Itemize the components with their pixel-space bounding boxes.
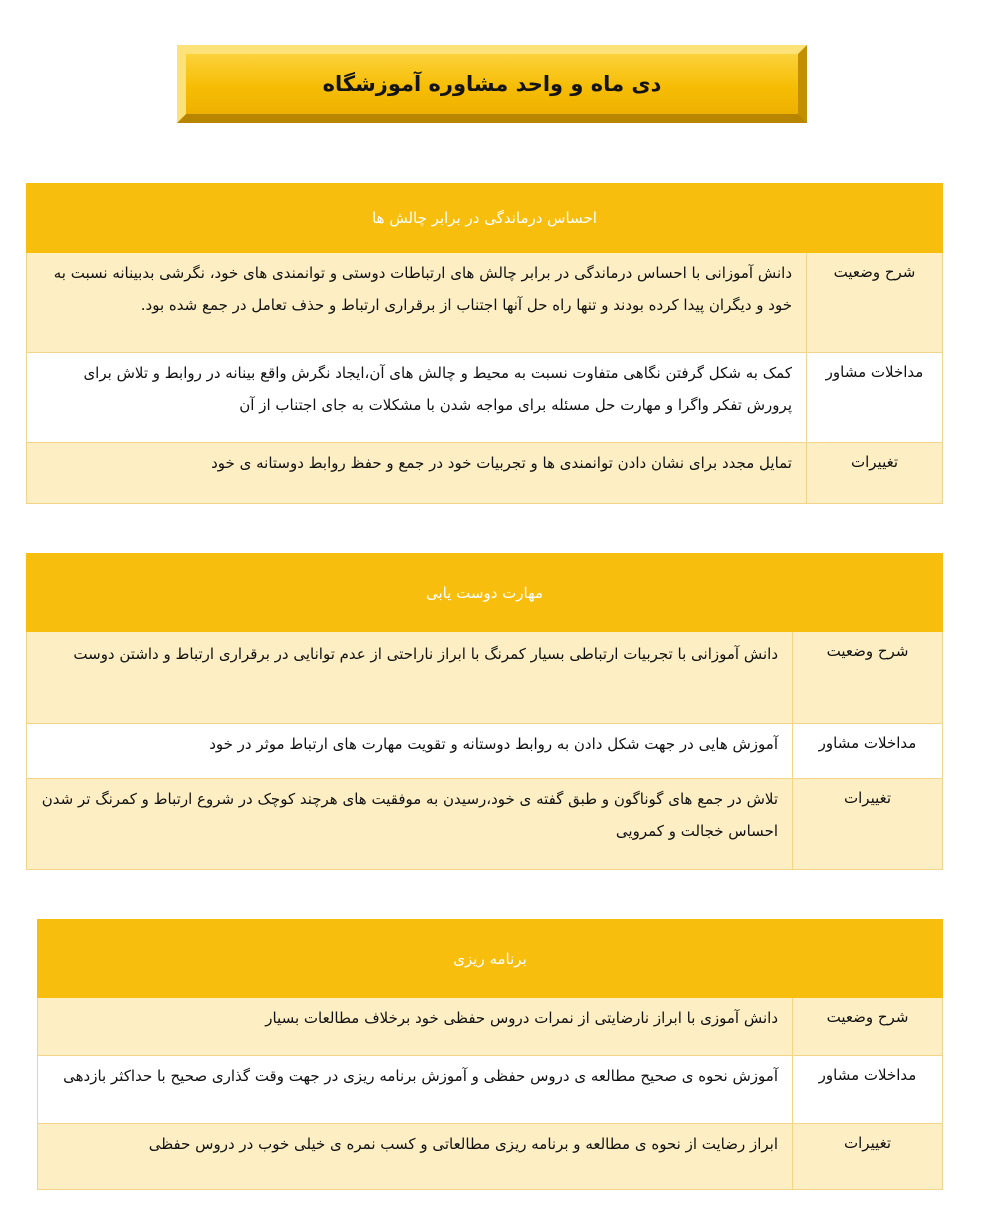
section-header-row <box>38 920 943 998</box>
row-label: مداخلات مشاور <box>807 353 943 443</box>
table-row <box>27 632 943 724</box>
section-table-planning <box>37 919 943 1190</box>
row-label: مداخلات مشاور <box>793 1056 943 1124</box>
row-text: آموزش هایی در جهت شکل دادن به روابط دوستانه و تقویت مهارت های ارتباط موثر در خود <box>27 724 793 779</box>
row-label: شرح وضعیت <box>807 253 943 353</box>
section-header-row <box>27 554 943 632</box>
table-row <box>27 443 943 504</box>
table-row <box>38 1124 943 1190</box>
row-text: دانش آموزی با ابراز نارضایتی از نمرات دروس حفظی خود برخلاف مطالعات بسیار <box>38 998 793 1056</box>
row-text: تمایل مجدد برای نشان دادن توانمندی ها و تجربیات خود در جمع و حفظ روابط دوستانه ی خود <box>27 443 807 504</box>
section-table-friendship <box>26 553 943 870</box>
table-row <box>27 724 943 779</box>
page-title: دی ماه و واحد مشاوره آموزشگاه <box>322 72 662 96</box>
row-label: شرح وضعیت <box>793 998 943 1056</box>
row-text: ابراز رضایت از نحوه ی مطالعه و برنامه ریزی مطالعاتی و کسب نمره ی خیلی خوب در دروس حفظی <box>38 1124 793 1190</box>
row-text: کمک به شکل گرفتن نگاهی متفاوت نسبت به محیط و چالش های آن،ایجاد نگرش واقع بینانه در روابط و تلاش برای پرورش تفکر واگرا و مهارت حل مسئله برای مواجه شدن با مشکلات به جای اجتناب از آن <box>27 353 807 443</box>
row-label: مداخلات مشاور <box>793 724 943 779</box>
table-row <box>38 1056 943 1124</box>
row-label: شرح وضعیت <box>793 632 943 724</box>
row-text: دانش آموزانی با تجربیات ارتباطی بسیار کمرنگ با ابراز ناراحتی از عدم توانایی در برقراری ارتباط و داشتن دوست <box>27 632 793 724</box>
table-row <box>27 353 943 443</box>
section-heading: مهارت دوست یابی <box>27 554 943 632</box>
row-text: دانش آموزانی با احساس درماندگی در برابر چالش های ارتباطات دوستی و توانمندی های خود، نگرشی بدبینانه نسبت به خود و دیگران پیدا کرده بودند و تنها راه حل آنها اجتناب از برقراری ارتباط و حذف تعامل در جمع شده بود. <box>27 253 807 353</box>
row-text: تلاش در جمع های گوناگون و طبق گفته ی خود،رسیدن به موفقیت های هرچند کوچک در شروع ارتباط و کمرنگ تر شدن احساس خجالت و کمرویی <box>27 779 793 870</box>
row-label: تغییرات <box>793 1124 943 1190</box>
row-label: تغییرات <box>807 443 943 504</box>
title-banner <box>177 45 807 123</box>
table-row <box>27 779 943 870</box>
row-label: تغییرات <box>793 779 943 870</box>
section-table-helplessness <box>26 183 943 504</box>
table-row <box>38 998 943 1056</box>
section-heading: برنامه ریزی <box>38 920 943 998</box>
table-row <box>27 253 943 353</box>
section-heading: احساس درماندگی در برابر چالش ها <box>27 184 943 253</box>
row-text: آموزش نحوه ی صحیح مطالعه ی دروس حفظی و آموزش برنامه ریزی در جهت وقت گذاری صحیح با حداکثر بازدهی <box>38 1056 793 1124</box>
section-header-row <box>27 184 943 253</box>
